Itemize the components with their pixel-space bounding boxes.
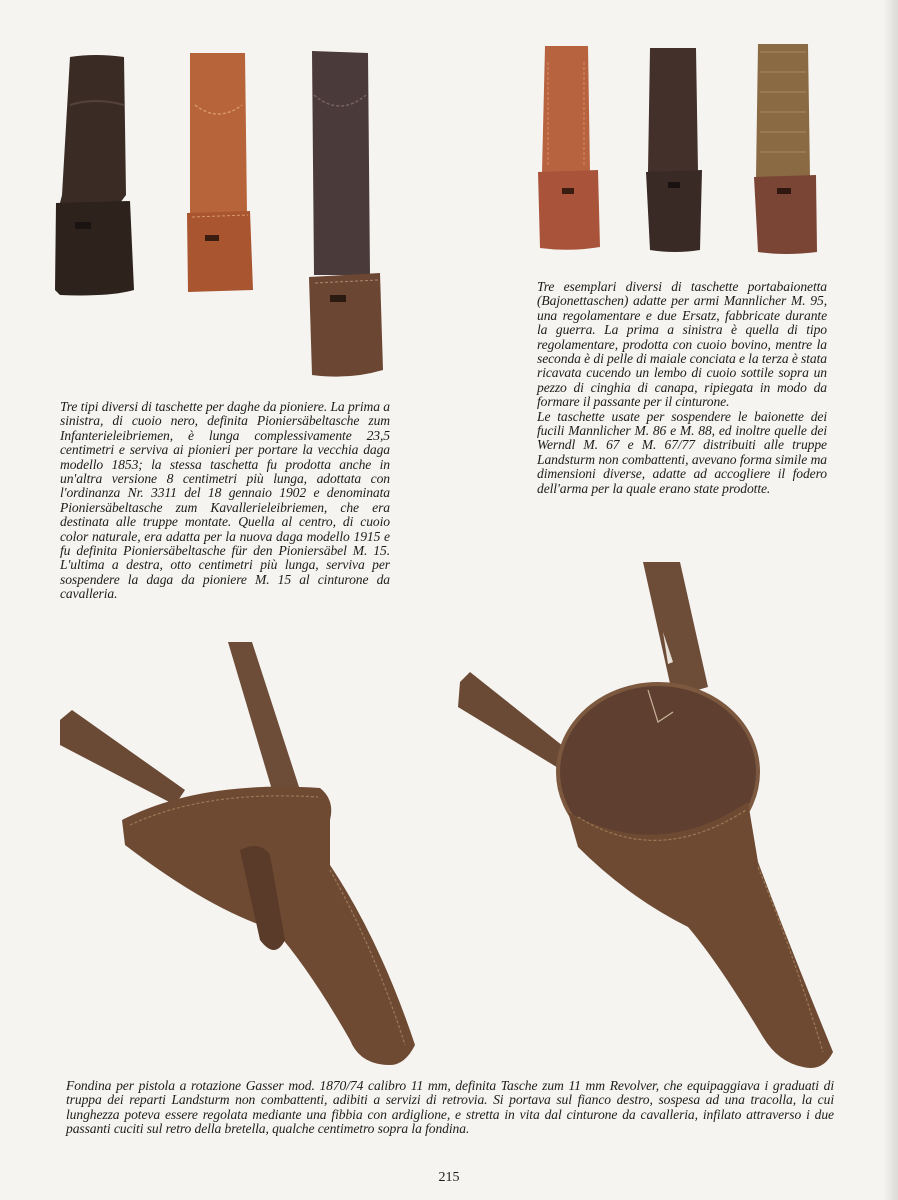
open-holster-photo bbox=[458, 562, 838, 1082]
holster-caption bbox=[66, 1079, 834, 1137]
pigskin-bayonet-frog bbox=[646, 48, 702, 252]
caption-paragraph: Tre tipi diversi di taschette per daghe da pioniere. La prima a sinistra, di cuoio nero, definita Pioniersäbeltasche zum Infanterieleibriemen, è lunga complessivamente 23,5 centimetri e serviva ai pionieri per portare la vecchia daga modello 1853; la stessa taschetta fu prodotta anche in un'altra versione 8 centimetri più lunga, adottata con l'ordinanza Nr. 3311 del 18 gennaio 1902 e denominata Pioniersäbeltasche zum Kavallerieleibriemen, che era destinata alle truppe montate. Quella al centro, di cuoio color naturale, era adatta per la nuova daga modello 1915 e fu definita Pioniersäbeltasche für den Pioniersäbel M. 15. L'ultima a destra, otto centimetri più lunga, serviva per sospendere la daga da pioniere M. 15 al cinturone da cavalleria. bbox=[60, 399, 390, 602]
regulation-bayonet-frog bbox=[538, 46, 600, 250]
caption-paragraph: Fondina per pistola a rotazione Gasser mod. 1870/74 calibro 11 mm, definita Tasche zum 11 mm Revolver, che equipaggiava i graduati di truppa dei reparti Landsturm non combattenti, adibiti a servizi di retrovia. Si portava sul fianco destro, sospesa ad una tracolla, la cui lunghezza poteva essere regolata mediante una fibbia con ardiglione, e stretta in vita dal cinturone da cavalleria, infilato attraverso i due passanti cuciti sul retro della bretella, qualche centimetro sopra la fondina. bbox=[66, 1078, 834, 1137]
pioneer-frogs-photo bbox=[50, 45, 390, 385]
page-number: 215 bbox=[438, 1170, 460, 1185]
closed-holster-photo bbox=[60, 640, 420, 1070]
caption-paragraph: Le taschette usate per sospendere le baionette dei fucili Mannlicher M. 86 e M. 88, ed inoltre quelle dei Werndl M. 67 e M. 67/77 distribuiti alle truppe Landsturm non combattenti, avevano forma simile ma dimensioni diverse, adatte ad accogliere il fodero dell'arma per la quale erano state prodotte. bbox=[537, 408, 827, 496]
natural-leather-frog bbox=[187, 53, 253, 292]
pioneer-frogs-caption bbox=[60, 400, 390, 602]
long-black-frog bbox=[309, 51, 383, 377]
page-edge bbox=[884, 0, 898, 1200]
black-leather-frog bbox=[55, 55, 134, 295]
bayonet-frogs-photo bbox=[530, 42, 830, 257]
bayonet-frogs-caption bbox=[537, 280, 827, 496]
caption-paragraph: Tre esemplari diversi di taschette portabaionetta (Bajonettaschen) adatte per armi Mannlicher M. 95, una regolamentare e due Ersatz, fabbricate durante la guerra. La prima a sinistra è quella di tipo regolamentare, prodotta con cuoio bovino, mentre la seconda è di pelle di maiale conciata e la terza è stata ricavata cucendo un lembo di cuoio sottile sopra un pezzo di cinghia di canapa, ripiegata in modo da formare il passante per il cinturone. bbox=[537, 279, 827, 410]
canvas-bayonet-frog bbox=[754, 44, 817, 254]
